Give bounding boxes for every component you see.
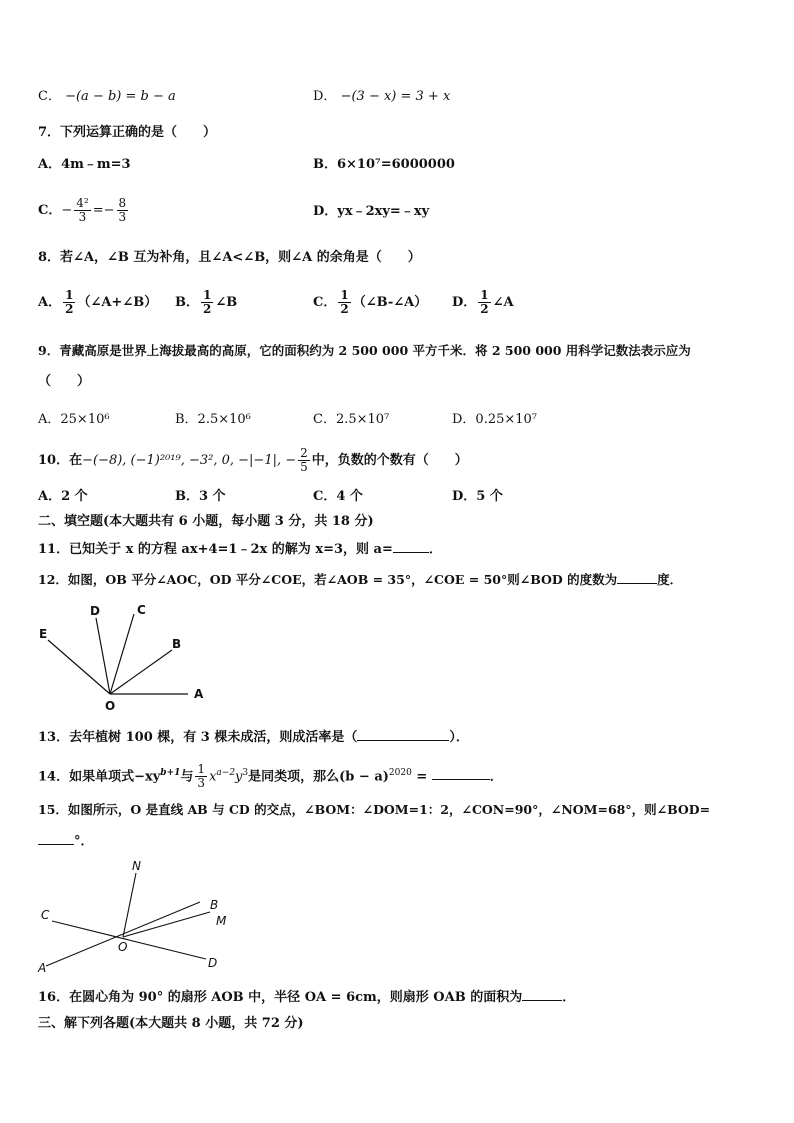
q10-expression: −(−8), (−1)²⁰¹⁹, −3², 0, −|−1|, − [82,453,297,468]
q15-text: 15．如图所示，O 是直线 AB 与 CD 的交点，∠BOM：∠DOM=1：2，∠CON=90°，∠NOM=68°，则∠BOD= [38,802,711,817]
fraction-denominator: 3 [118,210,127,224]
q14-equals: = [411,769,432,785]
q8-option-d-label: D． [452,295,477,310]
label-e: E [39,627,48,641]
fraction-denominator: 2 [480,302,489,316]
q14-term-x: x [209,769,217,785]
q6-option-c-label: C． [38,89,61,104]
section-3-heading: 三、解下列各题(本大题共 8 小题，共 72 分) [38,1016,304,1031]
q8-option-d-fraction [478,289,490,316]
q14-answer-blank[interactable] [432,767,490,780]
q14-fraction [195,763,207,790]
q8-option-a [38,286,157,320]
q8-option-a-label: A． [38,295,62,310]
fraction-denominator: 3 [78,210,87,224]
q12-end: 度． [657,572,683,587]
q15-lines-diagram [30,855,240,980]
fraction-denominator: 5 [300,460,308,474]
fraction-denominator: 2 [65,302,74,316]
q14-term-y: y [235,769,243,785]
section-2-heading: 二、填空题(本大题共有 6 小题，每小题 3 分，共 18 分) [38,514,374,529]
fraction-numerator: 1 [65,288,74,302]
q11-text: 11．已知关于 x 的方程 ax+4=1﹣2x 的解为 x=3，则 a= [38,542,393,557]
q13 [38,728,469,747]
q8-option-a-fraction [63,289,75,316]
label-o: O [118,940,128,954]
q14-prefix: 14．如果单项式−xy [38,769,161,785]
label-m: M [216,914,227,928]
q8-option-b [175,286,237,320]
label-c: C [41,908,50,922]
q11-answer-blank[interactable] [393,540,429,553]
q10-prefix: 10．在 [38,453,83,468]
q16-end: ． [562,990,576,1005]
q15-line2-text: °． [74,834,94,849]
q7-option-a: A．4m﹣m=3 [38,157,131,172]
fraction-numerator: 4² [76,196,89,210]
q15-line2 [38,832,94,851]
q10-option-c: C．4 个 [313,489,363,504]
q14-exponent-3: 3 [242,768,249,778]
q12-answer-blank[interactable] [617,571,657,584]
q8-option-c [313,286,427,320]
q7-option-c-label: C． [38,203,62,218]
q9-option-b: B．2.5×10⁶ [175,412,251,427]
q8-option-d-tail: ∠A [492,295,514,310]
q11 [38,540,442,559]
q8-option-c-tail: （∠B-∠A） [352,295,428,310]
q10-option-d: D．5 个 [452,489,503,504]
q6-option-d-text: −(3 − x) = 3 + x [340,89,451,104]
q14-exponent-4: 2020 [388,768,412,778]
q7-option-c-rhs-fraction [117,197,129,224]
q8-option-b-label: B． [175,295,199,310]
q6-option-d [313,88,450,106]
fraction-denominator: 2 [340,302,349,316]
q16-answer-blank[interactable] [522,988,562,1001]
q7-option-b: B．6×10⁷=6000000 [313,157,455,172]
q10-fraction [298,447,310,474]
q8-option-b-fraction [201,289,213,316]
q8-option-a-tail: （∠A+∠B） [77,295,158,310]
q14-exponent-1: b+1 [160,768,181,778]
label-d: D [90,604,100,618]
fraction-numerator: 1 [340,288,349,302]
fraction-denominator: 3 [197,776,206,791]
q9-option-d: D．0.25×10⁷ [452,412,538,427]
label-d: D [208,956,218,970]
q10-stem [38,444,468,478]
q8-stem: 8．若∠A，∠B 互为补角，且∠A<∠B，则∠A 的余角是（ ） [38,250,421,265]
q13-text: 13．去年植树 100 棵，有 3 棵未成活，则成活率是（ [38,730,358,745]
q16-text: 16．在圆心角为 90° 的扇形 AOB 中，半径 OA = 6cm，则扇形 OAB 的面积为 [38,990,523,1005]
q14-end: ． [489,769,503,785]
q7-stem: 7．下列运算正确的是（ ） [38,125,217,140]
q10-suffix: 中，负数的个数有（ ） [311,453,468,468]
label-c: C [137,603,146,617]
fraction-numerator: 1 [197,762,206,777]
q9-stem: 9．青藏高原是世界上海拔最高的高原，它的面积约为 2 500 000 平方千米．将 2 500 000 用科学记数法表示应为 [38,343,691,358]
label-a: A [38,961,47,975]
q6-option-d-label: D． [313,89,337,104]
q12 [38,571,682,589]
q14 [38,756,503,794]
ray-oc [110,614,134,694]
q8-option-b-tail: ∠B [215,295,238,310]
q9-option-c: C．2.5×10⁷ [313,412,390,427]
fraction-numerator: 1 [480,288,489,302]
label-b: B [210,898,219,912]
q7-option-d: D．yx﹣2xy=﹣xy [313,204,430,219]
q12-angle-diagram [30,598,220,713]
ray-oe [48,640,110,694]
q16 [38,988,575,1007]
label-a: A [194,687,204,701]
q13-answer-blank[interactable] [357,728,449,741]
ray-on [123,873,136,937]
fraction-denominator: 2 [203,302,212,316]
q15-answer-blank[interactable] [38,832,74,845]
ray-od [96,618,110,694]
q9-paren: （ ） [38,374,91,389]
q6-option-c [38,88,176,106]
fraction-numerator: 2 [300,446,308,460]
ray-ob [110,650,172,694]
q8-option-c-label: C． [313,295,337,310]
fraction-numerator: 1 [203,288,212,302]
q13-end: ）． [449,730,469,745]
q8-option-d [452,286,514,320]
q10-option-b: B．3 个 [175,489,226,504]
line-ab [46,902,200,966]
label-n: N [132,859,141,873]
q11-end: ． [428,542,442,557]
q7-option-c-lhs-fraction [74,197,90,224]
q14-exponent-2: a−2 [216,768,236,778]
q6-option-c-text: −(a − b) = b − a [65,89,176,104]
q14-mid: 与 [180,769,194,785]
q7-option-c: C．− $\frac{\text{4²}}{3}$ =− $\frac{8}{3}$ [38,196,127,224]
q12-text: 12．如图，OB 平分∠AOC，OD 平分∠COE，若∠AOB = 35°，∠COE = 50°则∠BOD 的度数为 [38,572,618,587]
q8-option-c-fraction [338,289,350,316]
label-o: O [105,699,116,713]
fraction-numerator: 8 [118,196,127,210]
line-cd [52,921,206,959]
q10-option-a: A．2 个 [38,489,88,504]
q14-suffix: 是同类项，那么(b − a) [248,769,389,785]
label-b: B [172,637,182,651]
q9-option-a: A．25×10⁶ [38,412,110,427]
